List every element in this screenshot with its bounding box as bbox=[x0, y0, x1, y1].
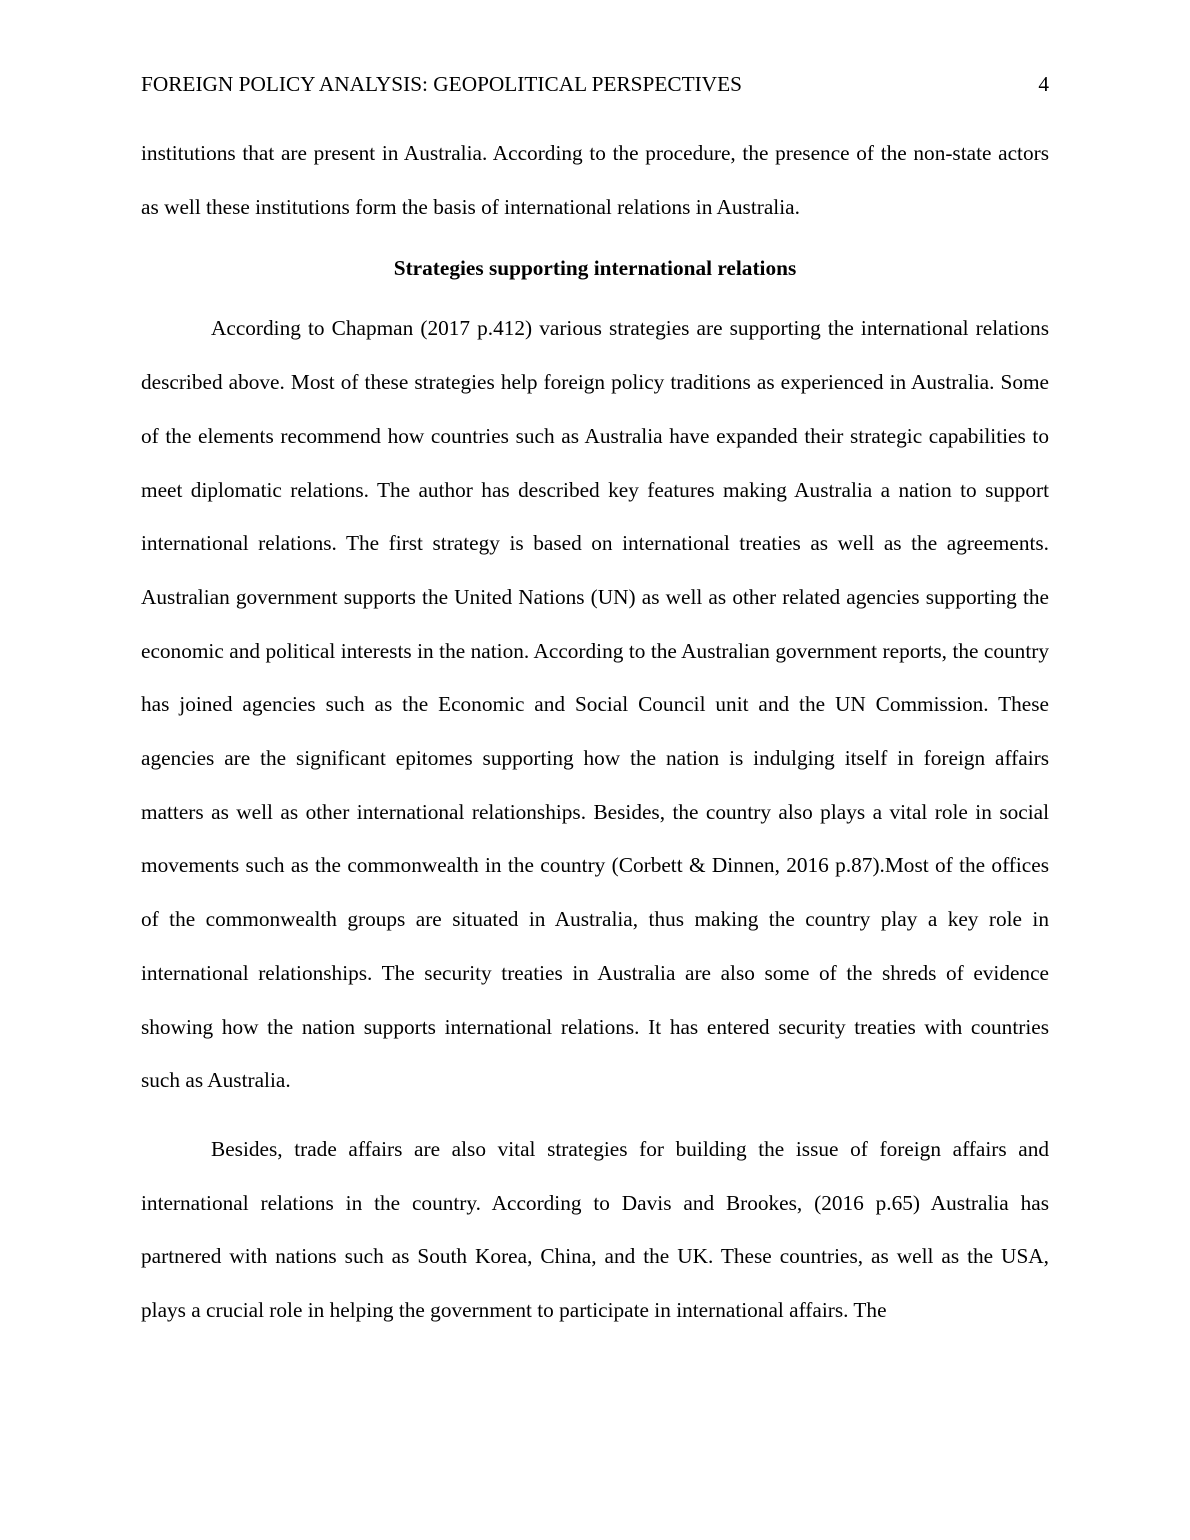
section-heading: Strategies supporting international relations bbox=[393, 256, 797, 281]
body-text bbox=[141, 127, 1049, 1338]
page-number: 4 bbox=[1038, 72, 1049, 96]
body-paragraph-1: According to Chapman (2017 p.412) various strategies are supporting the international relations described above. Most of these strategies help foreign policy traditions as experienced in Australia. Some of the elements recommend how countries such as Australia have expanded their strategic capabilities to meet diplomatic relations. The author has described key features making Australia a nation to support international relations. The first strategy is based on international treaties as well as the agreements. Australian government supports the United Nations (UN) as well as other related agencies supporting the economic and political interests in the nation. According to the Australian government reports, the country has joined agencies such as the Economic and Social Council unit and the UN Commission. These agencies are the significant epitomes supporting how the nation is indulging itself in foreign affairs matters as well as other international relationships. Besides, the country also plays a vital role in social movements such as the commonwealth in the country (Corbett & Dinnen, 2016 p.87).Most of the offices of the commonwealth groups are situated in Australia, thus making the country play a key role in international relationships. The security treaties in Australia are also some of the shreds of evidence showing how the nation supports international relations. It has entered security treaties with countries such as Australia. bbox=[141, 316, 1049, 1093]
running-head bbox=[141, 70, 1049, 98]
running-title: FOREIGN POLICY ANALYSIS: GEOPOLITICAL PERSPECTIVES bbox=[141, 72, 742, 96]
continuation-paragraph: institutions that are present in Australia. According to the procedure, the presence of the non-state actors as well these institutions form the basis of international relations in Australia. bbox=[141, 141, 1049, 219]
body-paragraph-2: Besides, trade affairs are also vital strategies for building the issue of foreign affairs and international relations in the country. According to Davis and Brookes, (2016 p.65) Australia has partnered with nations such as South Korea, China, and the UK. These countries, as well as the USA, plays a crucial role in helping the government to participate in international affairs. The bbox=[141, 1136, 1049, 1323]
